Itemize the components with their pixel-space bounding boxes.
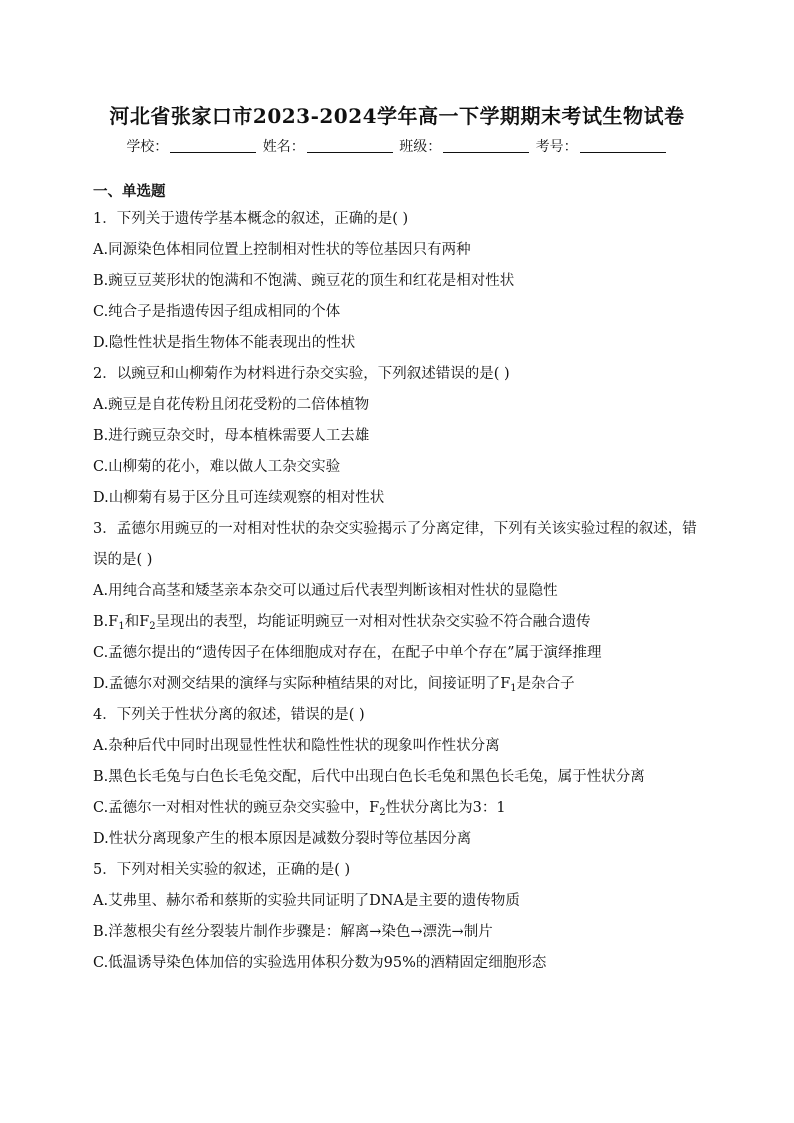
option-d: D.性状分离现象产生的根本原因是减数分裂时等位基因分离 bbox=[93, 831, 472, 847]
option-d: D.隐性性状是指生物体不能表现出的性状 bbox=[93, 335, 356, 351]
question-stem: 3．孟德尔用豌豆的一对相对性状的杂交实验揭示了分离定律，下列有关该实验过程的叙述，错误的是( ) bbox=[93, 521, 697, 568]
option-d: D.孟德尔对测交结果的演绎与实际种植结果的对比，间接证明了$F_1$是杂合子 bbox=[93, 676, 575, 694]
question-5 bbox=[93, 855, 705, 979]
option-d: D.山柳菊有易于区分且可连续观察的相对性状 bbox=[93, 490, 385, 506]
option-c: C.孟德尔提出的“遗传因子在体细胞成对存在，在配子中单个存在”属于演绎推理 bbox=[93, 645, 602, 661]
question-3 bbox=[93, 514, 705, 700]
option-b: B.豌豆豆荚形状的饱满和不饱满、豌豆花的顶生和红花是相对性状 bbox=[93, 273, 515, 289]
name-label: 姓名： bbox=[262, 139, 305, 155]
class-label: 班级： bbox=[399, 139, 442, 155]
option-b: B.洋葱根尖有丝分裂装片制作步骤是：解离→染色→漂洗→制片 bbox=[93, 924, 493, 940]
option-b: $B.F_1$和$F_2$呈现出的表型，均能证明豌豆一对相对性状杂交实验不符合融合遗传 bbox=[93, 614, 591, 632]
question-1 bbox=[93, 204, 705, 359]
exam-no-label: 考号： bbox=[535, 139, 578, 155]
option-c: C.孟德尔一对相对性状的豌豆杂交实验中，$F_2$性状分离比为3：1 bbox=[93, 800, 506, 818]
option-c: C.山柳菊的花小，难以做人工杂交实验 bbox=[93, 459, 341, 475]
option-b: B.进行豌豆杂交时，母本植株需要人工去雄 bbox=[93, 428, 370, 444]
question-stem: 5．下列对相关实验的叙述，正确的是( ) bbox=[93, 862, 351, 878]
class-blank[interactable] bbox=[443, 140, 529, 153]
exam-no-blank[interactable] bbox=[580, 140, 666, 153]
section-heading: 一、单选题 bbox=[93, 184, 166, 200]
school-blank[interactable] bbox=[170, 140, 256, 153]
question-4 bbox=[93, 700, 705, 855]
option-c: C.纯合子是指遗传因子组成相同的个体 bbox=[93, 304, 341, 320]
student-info-row bbox=[0, 136, 794, 156]
option-a: A.用纯合高茎和矮茎亲本杂交可以通过后代表型判断该相对性状的显隐性 bbox=[93, 583, 558, 599]
question-2 bbox=[93, 359, 705, 514]
option-a: A.同源染色体相同位置上控制相对性状的等位基因只有两种 bbox=[93, 242, 471, 258]
option-a: A.艾弗里、赫尔希和蔡斯的实验共同证明了DNA是主要的遗传物质 bbox=[93, 893, 520, 909]
question-stem: 1．下列关于遗传学基本概念的叙述，正确的是( ) bbox=[93, 211, 409, 227]
option-a: A.豌豆是自花传粉且闭花受粉的二倍体植物 bbox=[93, 397, 370, 413]
page-title: 河北省张家口市2023-2024学年高一下学期期末考试生物试卷 bbox=[109, 104, 685, 128]
option-c: C.低温诱导染色体加倍的实验选用体积分数为95%的酒精固定细胞形态 bbox=[93, 955, 547, 971]
option-b: B.黑色长毛兔与白色长毛兔交配，后代中出现白色长毛兔和黑色长毛兔，属于性状分离 bbox=[93, 769, 645, 785]
school-label: 学校： bbox=[126, 139, 169, 155]
question-stem: 4．下列关于性状分离的叙述，错误的是( ) bbox=[93, 707, 365, 723]
option-a: A.杂种后代中同时出现显性性状和隐性性状的现象叫作性状分离 bbox=[93, 738, 500, 754]
question-stem: 2．以豌豆和山柳菊作为材料进行杂交实验，下列叙述错误的是( ) bbox=[93, 366, 510, 382]
name-blank[interactable] bbox=[307, 140, 393, 153]
questions bbox=[93, 180, 705, 979]
